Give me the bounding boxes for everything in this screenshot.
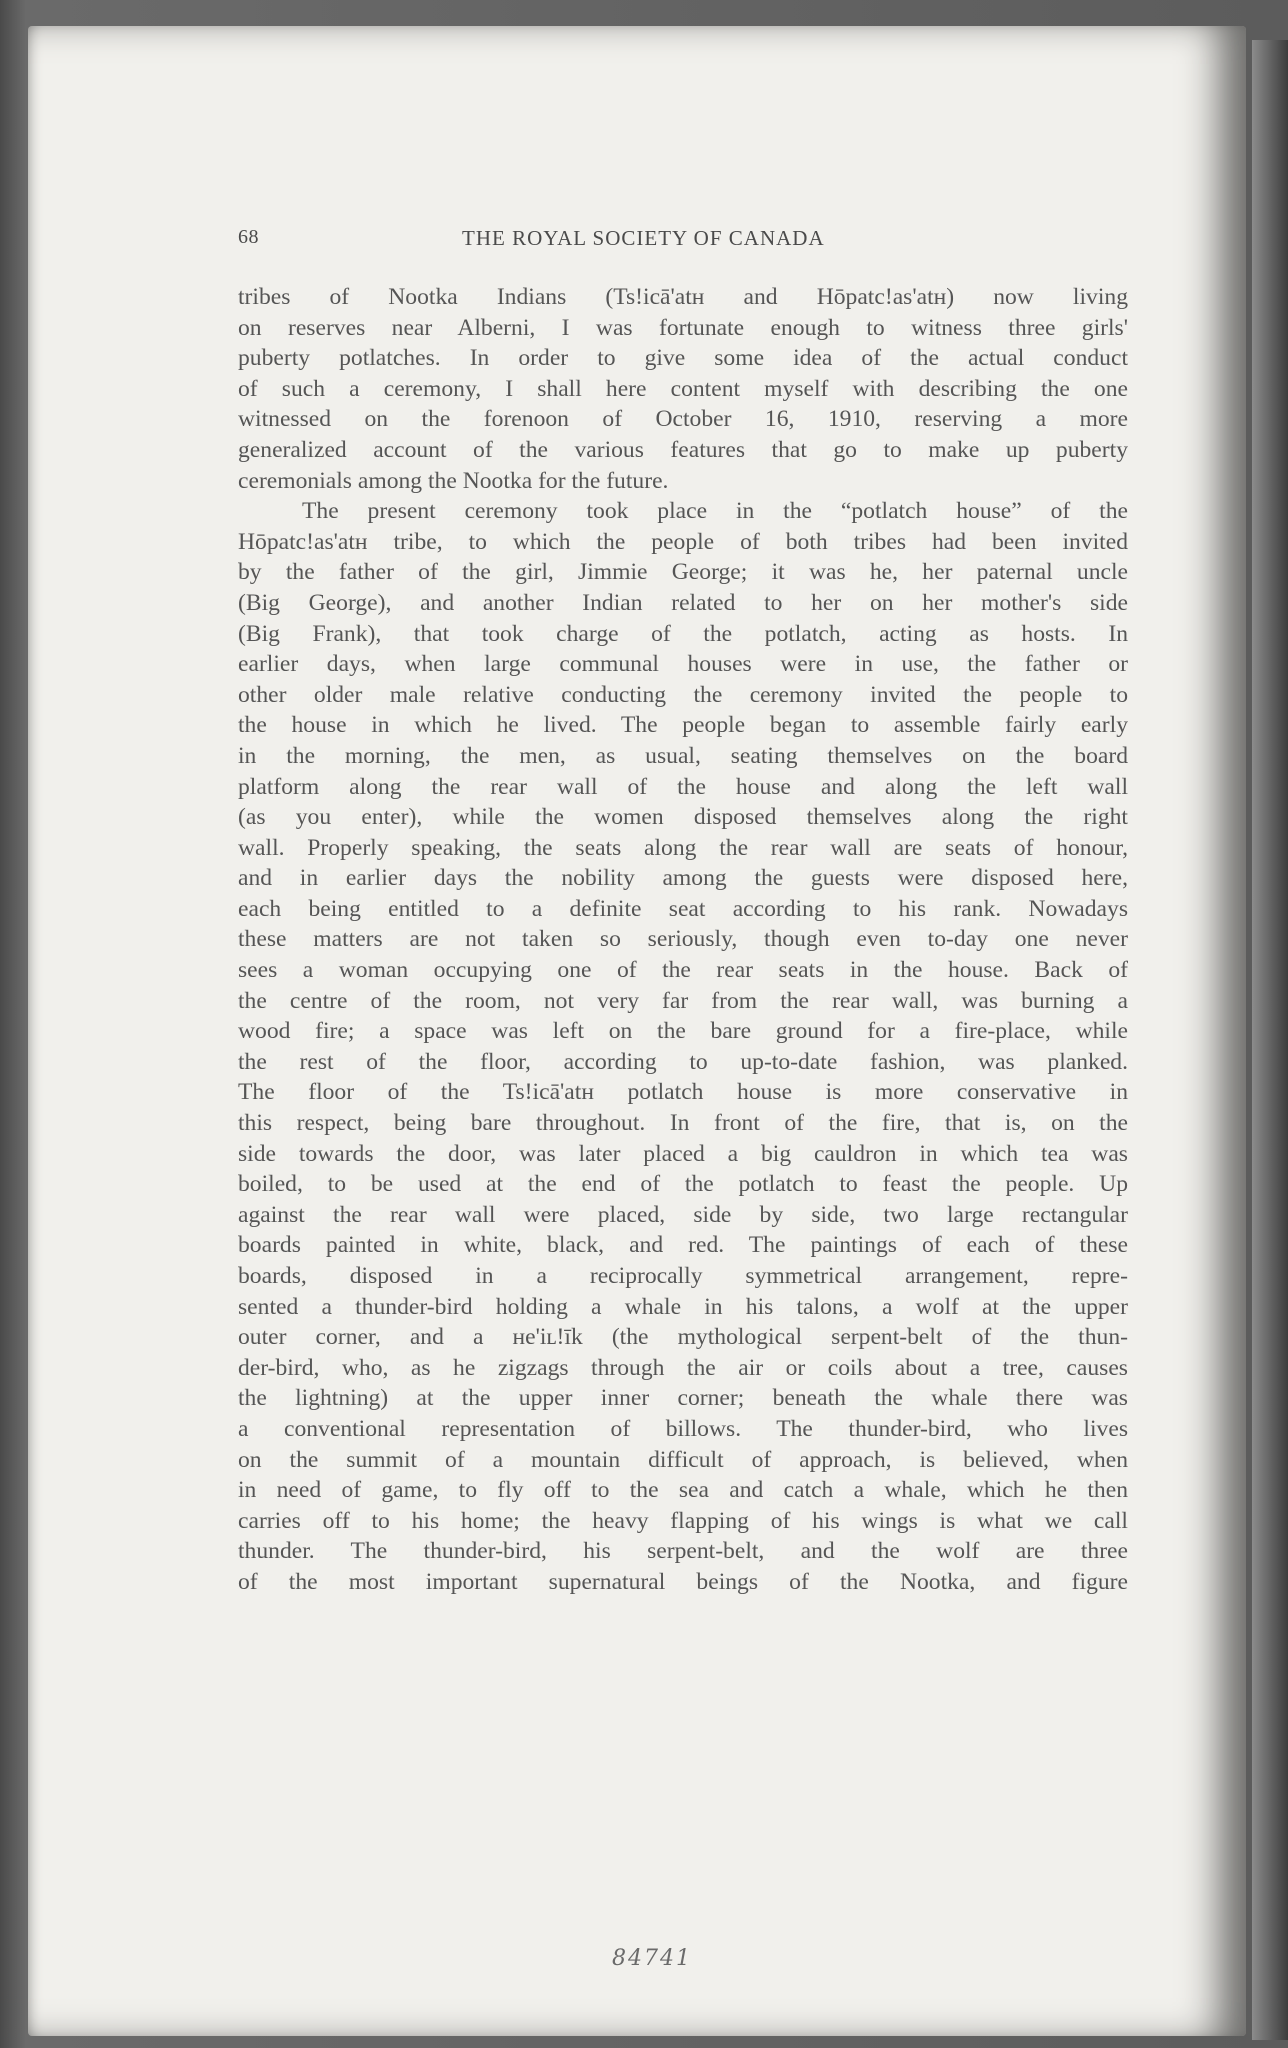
text-line: a conventional representation of billows. The thunder-bird, who lives — [238, 1415, 1128, 1442]
page-number: 68 — [238, 226, 259, 248]
text-line: and in earlier days the nobility among the guests were disposed here, — [238, 865, 1128, 892]
text-line: of the most important supernatural beings of the Nootka, and figure — [238, 1568, 1128, 1595]
text-line: boards, disposed in a reciprocally symmetrical arrangement, repre- — [238, 1263, 1128, 1289]
text-line: wall. Properly speaking, the seats along the rear wall are seats of honour, — [238, 834, 1128, 861]
text-line: (Big George), and another Indian related to her on her mother's side — [238, 589, 1128, 616]
text-line: by the father of the girl, Jimmie George; it was he, her paternal uncle — [238, 559, 1128, 586]
text-line: outer corner, and a ʜe'iʟ!īk (the mythological serpent-belt of the thun- — [238, 1324, 1128, 1351]
text-line: the centre of the room, not very far from the rear wall, was burning a — [238, 987, 1128, 1014]
text-line: Hōpatc!as'atʜ tribe, to which the people of both tribes had been invited — [238, 528, 1128, 555]
text-line: against the rear wall were placed, side by side, two large rectangular — [238, 1201, 1128, 1228]
text-line: (as you enter), while the women disposed themselves along the right — [238, 804, 1128, 831]
text-line: on reserves near Alberni, I was fortunate enough to witness three girls' — [238, 314, 1128, 341]
text-line: other older male relative conducting the ceremony invited the people to — [238, 681, 1128, 708]
text-line: the rest of the floor, according to up-to-date fashion, was planked. — [238, 1048, 1128, 1075]
body-text — [238, 282, 1128, 1598]
text-line: The floor of the Ts!icā'atʜ potlatch house is more conservative in — [238, 1079, 1128, 1106]
text-line: der-bird, who, as he zigzags through the air or coils about a tree, causes — [238, 1354, 1128, 1381]
text-line: The present ceremony took place in the “potlatch house” of the — [302, 498, 1128, 525]
text-line: this respect, being bare throughout. In front of the fire, that is, on the — [238, 1110, 1128, 1137]
handwritten-catalog-number: 84741 — [612, 1946, 692, 1971]
text-line: the lightning) at the upper inner corner; beneath the whale there was — [238, 1385, 1128, 1412]
text-line: witnessed on the forenoon of October 16, 1910, reserving a more — [238, 406, 1128, 433]
text-line: in the morning, the men, as usual, seating themselves on the board — [238, 742, 1128, 769]
text-line: ceremonials among the Nootka for the future. — [238, 467, 669, 494]
text-line: wood fire; a space was left on the bare ground for a fire-place, while — [238, 1018, 1128, 1045]
text-line: carries off to his home; the heavy flapping of his wings is what we call — [238, 1507, 1128, 1534]
text-line: tribes of Nootka Indians (Ts!icā'atʜ and Hōpatc!as'atʜ) now living — [238, 284, 1128, 310]
text-line: in need of game, to fly off to the sea and catch a whale, which he then — [238, 1477, 1128, 1504]
running-head — [238, 226, 1128, 260]
text-line: boards painted in white, black, and red. The paintings of each of these — [238, 1232, 1128, 1259]
text-line: of such a ceremony, I shall here content myself with describing the one — [238, 375, 1128, 402]
text-line: side towards the door, was later placed a big cauldron in which tea was — [238, 1140, 1128, 1167]
text-line: generalized account of the various features that go to make up puberty — [238, 436, 1128, 463]
text-line: sented a thunder-bird holding a whale in his talons, a wolf at the upper — [238, 1293, 1128, 1320]
text-line: thunder. The thunder-bird, his serpent-belt, and the wolf are three — [238, 1538, 1128, 1565]
text-line: platform along the rear wall of the house and along the left wall — [238, 773, 1128, 800]
text-line: these matters are not taken so seriously, though even to-day one never — [238, 926, 1128, 953]
text-line: each being entitled to a definite seat according to his rank. Nowadays — [238, 895, 1128, 922]
journal-title: THE ROYAL SOCIETY OF CANADA — [462, 226, 825, 250]
text-line: sees a woman occupying one of the rear seats in the house. Back of — [238, 957, 1128, 984]
text-line: (Big Frank), that took charge of the potlatch, acting as hosts. In — [238, 620, 1128, 647]
text-line: on the summit of a mountain difficult of approach, is believed, when — [238, 1446, 1128, 1473]
scan-edge-shadow — [1252, 40, 1288, 2040]
text-line: boiled, to be used at the end of the potlatch to feast the people. Up — [238, 1171, 1128, 1198]
text-line: puberty potlatches. In order to give some idea of the actual conduct — [238, 345, 1128, 372]
text-line: the house in which he lived. The people began to assemble fairly early — [238, 712, 1128, 739]
text-line: earlier days, when large communal houses were in use, the father or — [238, 651, 1128, 678]
